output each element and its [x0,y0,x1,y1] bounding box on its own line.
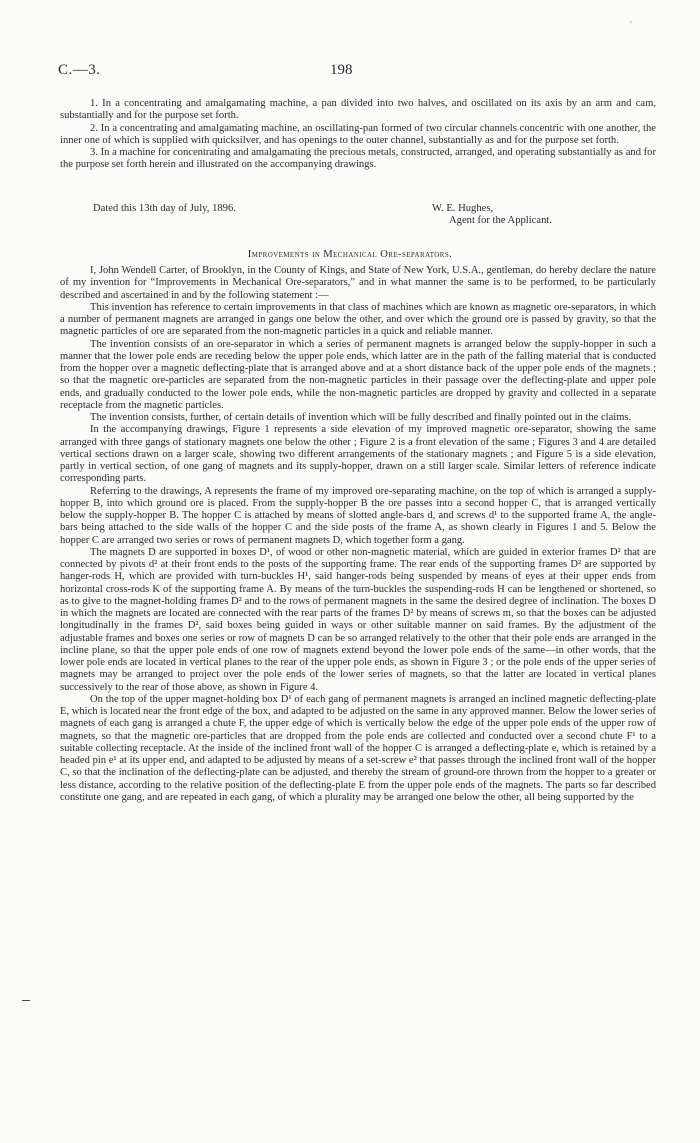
claim-item: 2. In a concentrating and amalgamating machine, an oscillating-pan formed of two circular channels concentric with one another, the inner one of which is supplied with quicksilver, and has openings to the outer channel, substantially as and for the purpose set forth. [60,122,656,146]
paragraph: The magnets D are supported in boxes D¹, of wood or other non-magnetic material, which are guided in exterior frames D² that are connected by pivots d² at their front ends to the posts of the supporting frame. The rear ends of the supporting frames D² are supported by hanger-rods H, which are provided with turn-buckles H¹, said hanger-rods being suspended by means of eyes at their upper ends from horizontal cross-rods K of the supporting frame A. By means of the turn-buckles the suspending-rods H can be lengthened or shortened, so as to give to the magnet-holding frames D² and to the rows of permanent magnets in the same the desired degree of inclination. The boxes D in which the magnets are located are connected with the rear parts of the frames D² by means of screws m, so that the boxes can be adjusted longitudinally in the frames D², said boxes being guided in ways or other suitable manner on said frames. By the adjustment of the adjustable frames and boxes one series or row of magnets D can be so arranged relatively to the other that their pole ends are arranged in the incline plane, so that the upper pole ends of one row of magnets extend beyond the lower pole ends of the same—in other words, that the lower pole ends are located in vertical planes to the rear of the upper pole ends, as shown in Figure 3 ; or the pole ends of the upper series of magnets may be arranged to project over the pole ends of the lower series of magnets, so that the latter are located in vertical planes successively to the rear of those above, as shown in Figure 4. [60,546,656,693]
signer-role: Agent for the Applicant. [449,215,552,226]
document-reference: C.—3. [58,62,101,78]
paragraph: In the accompanying drawings, Figure 1 represents a side elevation of my improved magnetic ore-separator, showing the same arranged with three gangs of stationary magnets one below the other ; Figure 2 is a front elevation of the same ; Figures 3 and 4 are detailed vertical sections drawn on a larger scale, showing two different arrangements of the stationary magnets ; and Figure 5 is a side elevation, partly in vertical section, of one gang of magnets and its supply-hopper, drawn on a still larger scale. Similar letters of reference indicate corresponding parts. [60,424,656,485]
margin-mark [22,1000,30,1001]
paragraph: On the top of the upper magnet-holding box D¹ of each gang of permanent magnets is arranged an inclined magnetic deflecting-plate E, which is located near the front edge of the box, and adapted to be adjusted on the same in any approved manner. Below the lower series of magnets of each gang is arranged a chute F, the upper edge of which is vertically below the edge of the upper pole ends of the upper row of magnets, so that the magnetic ore-particles that are dropped from the pole ends are collected and conducted over a second chute F¹ to a suitable collecting receptacle. At the inside of the inclined front wall of the hopper C is arranged a deflecting-plate e, which is retained by a headed pin e¹ at its upper end, and adapted to be adjusted by means of a set-screw e² that passes through the inclined front wall of the hopper C, so that the inclination of the deflecting-plate can be adjusted, and thereby the stream of ground-ore thrown from the hopper to a greater or less distance, according to the relative position of the deflecting-plate E from the upper pole ends of the magnets. The parts so far described constitute one gang, and are repeated in each gang, of which a plurality may be arranged one below the other, all being supported by the [60,693,656,803]
claim-item: 1. In a concentrating and amalgamating machine, a pan divided into two halves, and oscillated on its axis by an arm and cam, substantially and for the purpose set forth. [60,98,656,122]
paragraph: The invention consists of an ore-separator in which a series of permanent magnets is arranged below the supply-hopper in such a manner that the lower pole ends are receding below the upper pole ends, which latter are in the path of the falling material that is conducted from the hopper over a magnetic deflecting-plate that is arranged above and at a short distance back of the upper pole ends of the magnets ; so that the magnetic ore-particles are separated from the non-magnetic particles in their passage over the deflecting-plate and upper pole ends, and gradually conducted to the lower pole ends, while the non-magnetic particles are dropped by gravity and collected in a separate receptacle from the magnetic particles. [60,338,656,411]
specification-body [60,265,656,804]
signer-name: W. E. Hughes, [432,203,494,214]
paragraph: Referring to the drawings, A represents the frame of my improved ore-separating machine, on the top of which is arranged a supply-hopper B, into which ground ore is placed. From the supply-hopper B the ore passes into a second hopper C, that is arranged vertically below the supply-hopper B. The hopper C is attached by means of slotted angle-bars d, and screws d¹ to the supported frame A, the angle-bars being attached to the side walls of the hopper C and the side posts of the frame A, as shown clearly in Figures 1 and 5. Below the hopper C are arranged two series or rows of permanent magnets D, which together form a gang. [60,485,656,546]
paragraph: I, John Wendell Carter, of Brooklyn, in the County of Kings, and State of New York, U.S.A., gentleman, do hereby declare the nature of my invention for “Improvements in Mechanical Ore-separators,” and in what manner the same is to be performed, to be particularly described and ascertained in and by the following statement :— [60,265,656,301]
paragraph: The invention consists, further, of certain details of invention which will be fully described and finally pointed out in the claims. [90,412,632,423]
corner-mark: ' [630,20,632,31]
section-title: Improvements in Mechanical Ore-separators. [247,249,453,260]
claims-list [60,98,656,172]
dated-line: Dated this 13th day of July, 1896. [93,203,236,214]
page-number: 198 [330,62,353,78]
paragraph: This invention has reference to certain improvements in that class of machines which are known as magnetic ore-separators, in which a number of permanent magnets are arranged in gangs one below the other, and over which the ground ore is passed by gravity, so that the magnetic particles of ore are separated from the non-magnetic particles in a quick and reliable manner. [60,301,656,338]
claim-item: 3. In a machine for concentrating and amalgamating the precious metals, constructed, arranged, and operating substantially as and for the purpose set forth herein and illustrated on the accompanying drawings. [60,147,656,171]
